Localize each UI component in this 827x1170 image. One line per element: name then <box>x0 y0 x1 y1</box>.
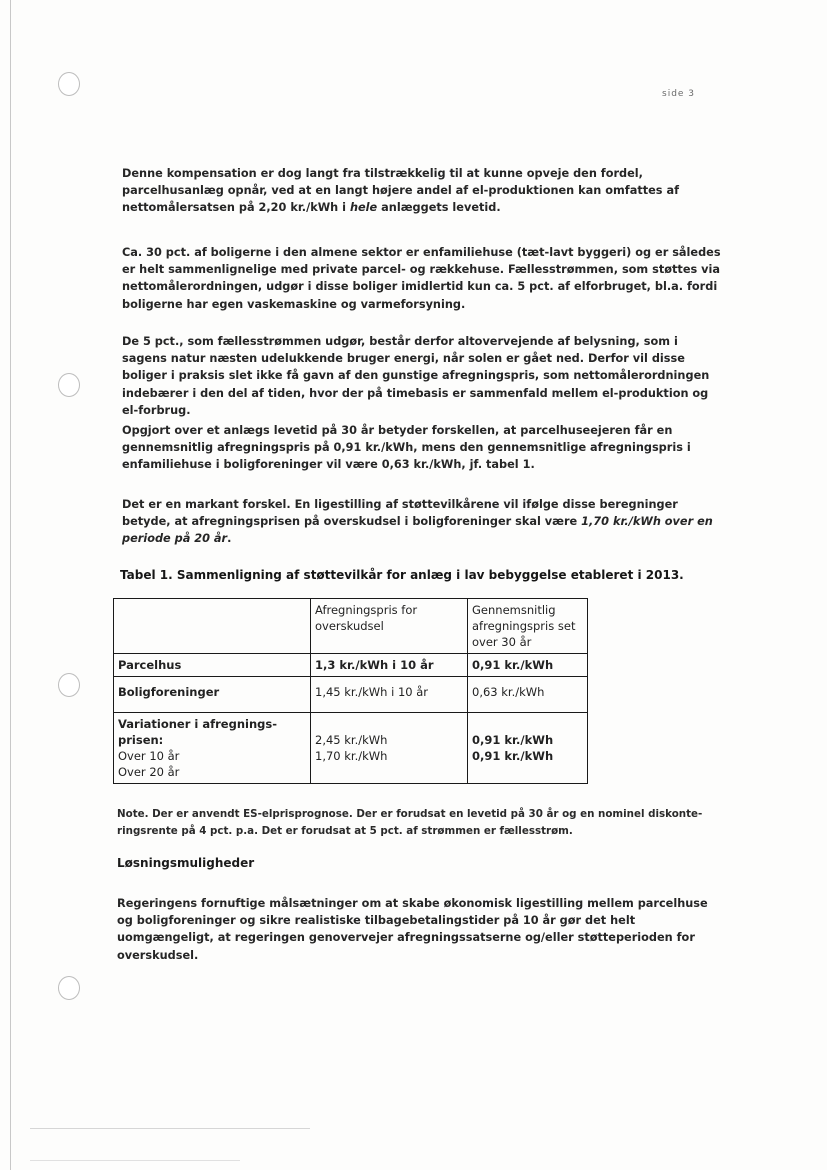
cell-value: 1,70 kr./kWh <box>315 749 388 763</box>
paragraph-5: Det er en markant forskel. En ligestilling af støttevilkårene vil ifølge disse beregninger betyde, at afregningsprisen på overskudsel i boligforeninger skal være 1,70 kr./kWh over en periode på 20 år. <box>122 498 713 546</box>
table-row <box>114 677 588 713</box>
paragraph-1: Denne kompensation er dog langt fra tilstrækkelig til at kunne opveje den fordel, parcelhusanlæg opnår, ved at en langt højere andel af el-produktionen kan omfattes af nettomålersatsen på 2,20 kr./kWh i hele anlæggets levetid. <box>122 167 679 215</box>
table-note: Note. Der er anvendt ES-elprisprognose. Der er forudsat en levetid på 30 år og en nominel diskonteringsrente på 4 pct. p.a. Det er forudsat at 5 pct. af strømmen er fællesstrøm. <box>117 808 703 837</box>
section-heading: Løsningsmuligheder <box>117 856 255 870</box>
footer-rule <box>30 1160 240 1161</box>
table-header-row <box>114 599 588 654</box>
punch-hole <box>58 373 80 397</box>
paragraph-3: De 5 pct., som fællesstrømmen udgør, består derfor altovervejende af belysning, som i sagens natur næsten udelukkende bruger energi, når solen er gået ned. Derfor vil disse boliger i praksis slet ikke få gavn af den gunstige afregningspris, som nettomålerordningen indebærer i den del af tiden, hvor der på timebasis er sammenfald mellem el-produktion og el-forbrug. <box>122 335 710 417</box>
paragraph-2: Ca. 30 pct. af boligerne i den almene sektor er enfamiliehuse (tæt-lavt byggeri) og er således er helt sammenlignelige med private parcel- og rækkehuse. Fællesstrømmen, som støttes via nettomålerordningen, udgør i disse boliger imidlertid kun ca. 5 pct. af elforbruget, bl.a. fordi boligerne har egen vaskemaskine og varmeforsyning. <box>122 246 721 311</box>
paragraph-4: Opgjort over et anlægs levetid på 30 år betyder forskellen, at parcelhuseejeren får en gennemsnitlig afregningspris på 0,91 kr./kWh, mens den gennemsnitlige afregningspris i enfamiliehuse i boligforeninger vil være 0,63 kr./kWh, jf. tabel 1. <box>122 424 691 472</box>
punch-hole <box>58 976 80 1000</box>
header-cell-average-price: Gennemsnitlig afregningspris set over 30 år <box>468 599 588 654</box>
footer-rule <box>30 1128 310 1129</box>
section-paragraph: Regeringens fornuftige målsætninger om at skabe økonomisk ligestilling mellem parcelhuse og boligforeninger og sikre realistiske tilbagebetalingstider på 10 år gør det helt uomgængeligt, at regeringen genovervejer afregningssatserne og/eller støtteperioden for overskudsel. <box>117 897 708 962</box>
header-cell-empty <box>114 599 311 654</box>
punch-hole <box>58 72 80 96</box>
variation-label: Variationer i afregningsprisen: <box>118 717 277 747</box>
cell-value: 0,91 kr./kWh <box>472 749 554 763</box>
comparison-table <box>113 598 588 784</box>
variation-over-10-years: Over 10 år <box>118 749 180 763</box>
punch-hole <box>58 673 80 697</box>
variation-price-cell <box>311 713 468 784</box>
variation-over-20-years: Over 20 år <box>118 765 180 779</box>
table-row <box>114 654 588 677</box>
page-number: side 3 <box>662 89 696 99</box>
table-row-variation <box>114 713 588 784</box>
row-label-housing-associations: Boligforeninger <box>114 677 311 713</box>
cell-value: 0,91 kr./kWh <box>472 733 554 747</box>
variation-average-cell <box>468 713 588 784</box>
cell-value: 2,45 kr./kWh <box>315 733 388 747</box>
cell-value: 1,3 kr./kWh i 10 år <box>311 654 468 677</box>
variation-label-cell <box>114 713 311 784</box>
cell-value: 0,91 kr./kWh <box>468 654 588 677</box>
table-title: Tabel 1. Sammenligning af støttevilkår for anlæg i lav bebyggelse etableret i 2013. <box>120 568 684 582</box>
page-edge <box>10 0 11 1170</box>
cell-value: 1,45 kr./kWh i 10 år <box>311 677 468 713</box>
cell-value: 0,63 kr./kWh <box>468 677 588 713</box>
row-label-detached-house: Parcelhus <box>114 654 311 677</box>
header-cell-settlement-price: Afregningspris for overskudsel <box>311 599 468 654</box>
